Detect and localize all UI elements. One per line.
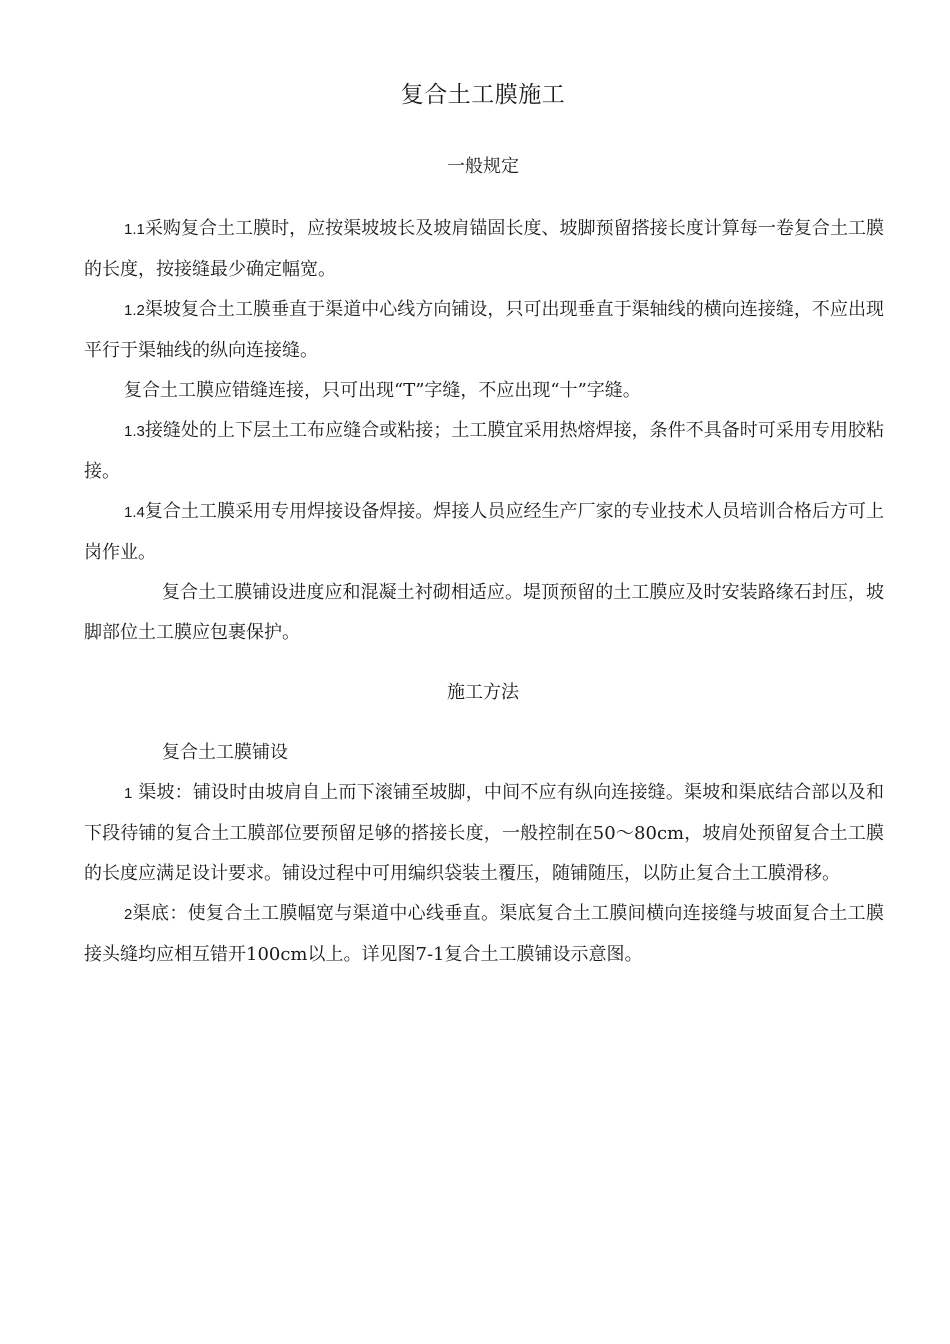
paragraph-number: 1.2: [124, 302, 145, 319]
section-body-method: [84, 733, 884, 975]
paragraph-1-3: [84, 411, 884, 492]
paragraph-number: 1.1: [124, 221, 145, 238]
paragraph-text: 渠坡：铺设时由坡肩自上而下滚铺至坡脚，中间不应有纵向连接缝。渠坡和渠底结合部以及和下段待铺的复合土工膜部位要预留足够的搭接长度，一般控制在50～80cm，坡肩处预留复合土工膜的长度应满足设计要求。铺设过程中可用编织袋装土覆压，随铺随压，以防止复合土工膜滑移。: [84, 782, 884, 884]
section-heading-method: 施工方法: [447, 682, 519, 703]
document-title: 复合土工膜施工: [400, 82, 566, 108]
paragraph-text: 复合土工膜采用专用焊接设备焊接。焊接人员应经生产厂家的专业技术人员培训合格后方可上岗作业。: [84, 501, 884, 563]
paragraph-number: 1.4: [124, 504, 145, 521]
paragraph-text: 复合土工膜铺设进度应和混凝土衬砌相适应。堤顶预留的土工膜应及时安装路缘石封压，坡脚部位土工膜应包裹保护。: [84, 582, 884, 643]
section-body-general: [84, 209, 884, 653]
paragraph-seam-rule: [84, 371, 884, 411]
paragraph-1-1: [84, 209, 884, 290]
paragraph-number: 1: [124, 785, 133, 802]
paragraph-progress: [84, 573, 884, 653]
paragraph-text: 渠坡复合土工膜垂直于渠道中心线方向铺设，只可出现垂直于渠轴线的横向连接缝，不应出现平行于渠轴线的纵向连接缝。: [84, 299, 884, 361]
paragraph-number: 1.3: [124, 423, 145, 440]
paragraph-text: 采购复合土工膜时，应按渠坡坡长及坡肩锚固长度、坡脚预留搭接长度计算每一卷复合土工膜的长度，按接缝最少确定幅宽。: [84, 218, 884, 280]
paragraph-number: 2: [124, 906, 133, 923]
paragraph-text: 接缝处的上下层土工布应缝合或粘接；土工膜宜采用热熔焊接，条件不具备时可采用专用胶粘接。: [84, 420, 884, 482]
section-heading-general: 一般规定: [447, 156, 519, 177]
subheading-laying: 复合土工膜铺设: [162, 742, 288, 763]
paragraph-1-4: [84, 492, 884, 573]
paragraph-1-2: [84, 290, 884, 371]
paragraph-text: 渠底：使复合土工膜幅宽与渠道中心线垂直。渠底复合土工膜间横向连接缝与坡面复合土工膜接头缝均应相互错开100cm以上。详见图7-1复合土工膜铺设示意图。: [84, 903, 884, 965]
paragraph-method-1: [84, 773, 884, 894]
paragraph-text: 复合土工膜应错缝连接，只可出现“T”字缝，不应出现“十”字缝。: [124, 380, 641, 401]
paragraph-method-2: [84, 894, 884, 975]
